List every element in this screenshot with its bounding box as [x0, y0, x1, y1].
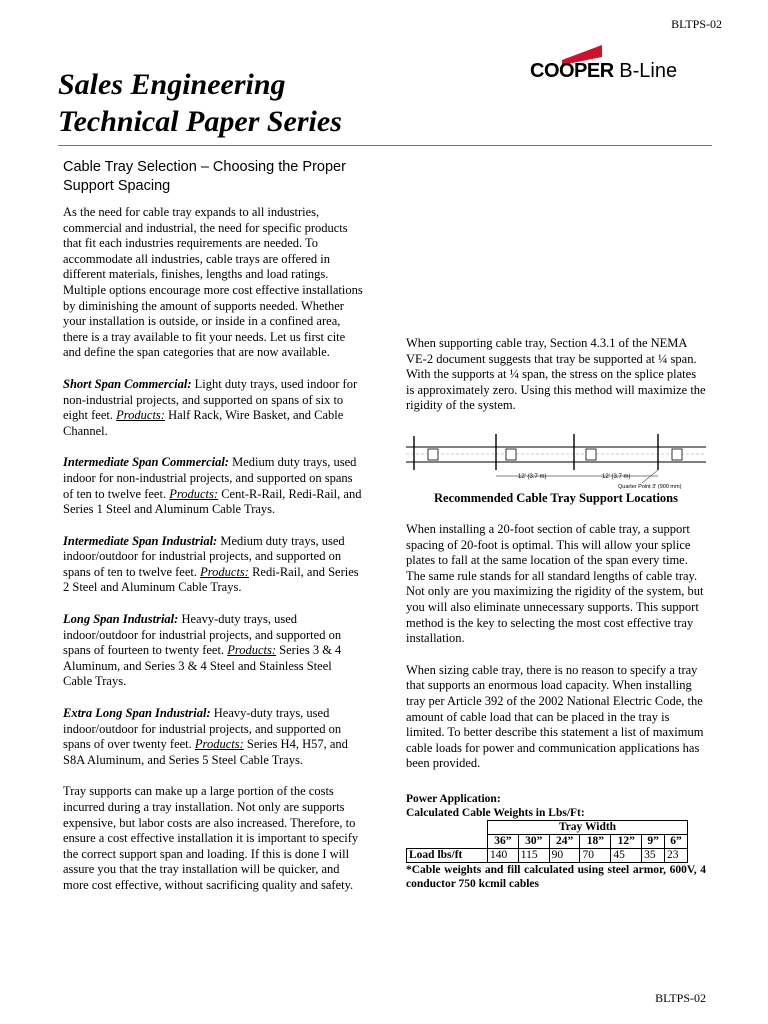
table-cell: 115 [518, 848, 549, 862]
power-application-label: Power Application: [406, 792, 501, 805]
table-cell: 35 [642, 848, 665, 862]
products-list: Cent-R-Rail, Redi-Rail, and Series 1 Steel and Aluminum Cable Trays. [63, 486, 362, 517]
width-header: 30” [518, 834, 549, 848]
span-description: Medium duty trays, used indoor for non-industrial projects, and supported on spans of ten to twelve feet. [63, 455, 357, 501]
table-header-row [407, 834, 688, 848]
tray-width-header: Tray Width [487, 820, 687, 834]
figure-caption: Recommended Cable Tray Support Locations [434, 490, 678, 505]
table-cell: 70 [580, 848, 611, 862]
span-term: Extra Long Span Industrial: [63, 706, 211, 721]
products-label: Products: [194, 737, 244, 752]
right-column [406, 156, 706, 891]
span-term: Short Span Commercial: [63, 376, 192, 391]
span-category [63, 706, 363, 768]
twenty-foot-paragraph: When installing a 20-foot section of cable tray, a support spacing of 20-foot is optimal. This will allow your splice plates to fall at the same location of the span every time. The same rule stands for all standard lengths of cable tray. Not only are you maximizing the rigidity of the system, but you will also eliminate unnecessary supports. This support method is the key to selecting the most cost effective tray installation. [406, 521, 704, 646]
title-line-2: Technical Paper Series [58, 105, 342, 138]
span-term: Intermediate Span Industrial: [63, 533, 218, 548]
span-dimension-right: 12' (3.7 m) [602, 473, 631, 480]
table-row [407, 848, 688, 862]
page-title [58, 66, 342, 140]
width-header: 12” [611, 834, 642, 848]
width-header: 9” [642, 834, 665, 848]
cooper-bline-logo [530, 40, 720, 90]
title-line-1: Sales Engineering [58, 68, 286, 101]
products-list: Half Rack, Wire Basket, and Cable Channel. [63, 408, 344, 438]
logo-product: B-Line [619, 60, 678, 82]
table-cell: 90 [549, 848, 580, 862]
article-heading: Cable Tray Selection – Choosing the Proper Support Spacing [63, 159, 346, 194]
span-dimension-left: 12' (3.7 m) [518, 473, 547, 480]
span-category [63, 534, 363, 596]
span-category [63, 612, 363, 690]
cable-weights-table [406, 820, 688, 863]
products-list: Redi-Rail, and Series 2 Steel and Aluminum Cable Trays. [63, 564, 359, 595]
nema-paragraph: When supporting cable tray, Section 4.3.1 of the NEMA VE-2 document suggests that tray be supported at ¼ span. With the supports at ¼ span, the stress on the splice plates is approximately zero. Using this method will maximize the rigidity of the system. [406, 336, 706, 413]
products-label: Products: [200, 564, 249, 579]
width-header: 24” [549, 834, 580, 848]
document-code-bottom: BLTPS-02 [655, 991, 706, 1005]
span-category [63, 377, 363, 439]
width-header: 36” [487, 834, 518, 848]
intro-paragraph: As the need for cable tray expands to all industries, commercial and industrial, the need for specific products that fit each industries requirements are needed. To accommodate all industries, cable trays are offered in different materials, finishes, lengths and load ratings. Multiple options encourage more cost effective installations by diminishing the amount of supports needed. Whether your installation is outside, or inside in a confined area, there is a tray available to fit your needs. Let us first cite and define the span categories that are now available. [63, 205, 363, 360]
width-header: 18” [580, 834, 611, 848]
document-code-top: BLTPS-02 [671, 17, 722, 31]
span-description: Light duty trays, used indoor for non-industrial projects, and supported on spans of six to eight feet. [63, 376, 358, 423]
table-cell: 45 [611, 848, 642, 862]
left-column [63, 158, 363, 910]
products-list: Series H4, H57, and S8A Aluminum, and Series 5 Steel Cable Trays. [63, 737, 348, 767]
span-category [63, 455, 363, 517]
products-label: Products: [116, 408, 165, 423]
table-group-header-row [407, 820, 688, 834]
products-list: Series 3 & 4 Aluminum, and Series 3 & 4 Steel and Stainless Steel Cable Trays. [63, 643, 342, 689]
cable-weights-label: Calculated Cable Weights in Lbs/Ft: [406, 806, 585, 819]
span-term: Long Span Industrial: [63, 612, 179, 627]
table-footnote: *Cable weights and fill calculated using steel armor, 600V, 4 conductor 750 kcmil cables [406, 863, 706, 890]
supports-paragraph: Tray supports can make up a large portion of the costs incurred during a tray installation. Not only are supports expensive, but labor costs are also increased. Therefore, to ensure a cost effective installation it is important to specify the correct support span and loading. If this is done I will assure you that the tray installation will be quicker, and more cost effective, without sacrificing quality and safety. [63, 784, 359, 892]
support-location-diagram [406, 430, 706, 490]
header-divider [58, 145, 712, 146]
table-cell: 23 [665, 848, 688, 862]
logo-brand: COOPER [530, 60, 614, 82]
row-label: Load lbs/ft [407, 848, 488, 862]
products-label: Products: [169, 486, 219, 501]
width-header: 6” [665, 834, 688, 848]
products-label: Products: [227, 643, 277, 658]
span-description: Medium duty trays, used indoor/outdoor for industrial projects, and supported on spans of ten to twelve feet. [63, 533, 345, 579]
table-cell: 140 [487, 848, 518, 862]
sizing-paragraph: When sizing cable tray, there is no reason to specify a tray that supports an enormous load capacity. When installing tray per Article 392 of the 2002 National Electric Code, the amount of cable load that can be placed in the tray is limited. To better describe this statement a list of maximum cable loads for power and communication applications has been provided. [406, 662, 704, 771]
span-description: Heavy-duty trays, used indoor/outdoor for industrial projects, and supported on spans of over twenty feet. [63, 706, 342, 752]
span-term: Intermediate Span Commercial: [63, 455, 229, 470]
span-description: Heavy-duty trays, used indoor/outdoor for industrial projects, and supported on spans of fourteen to twenty feet. [63, 612, 342, 658]
quarter-point-label: Quarter Point 3' (900 mm) [618, 483, 682, 490]
